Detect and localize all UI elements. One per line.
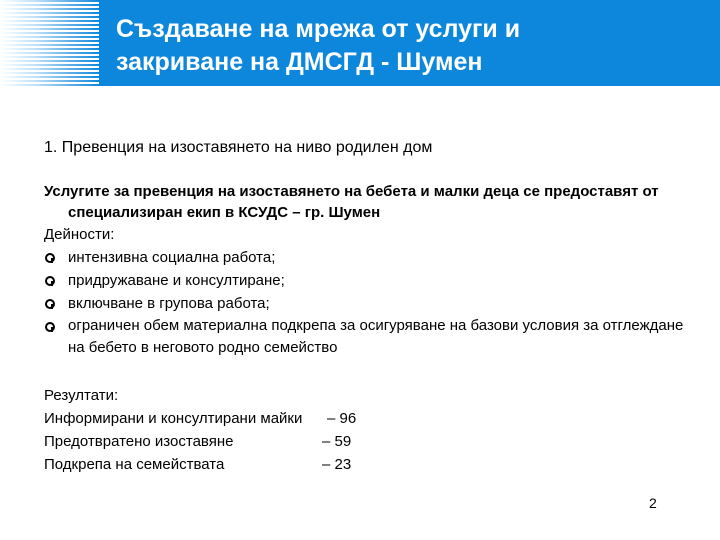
- bullet-q-icon: [44, 298, 55, 309]
- result-label: Предотвратено изоставяне: [44, 433, 234, 450]
- list-item: [44, 315, 684, 359]
- list-item-text: ограничен обем материална подкрепа за осигуряване на базови условия за отглеждане на бебето в неговото родно семейство: [68, 317, 684, 356]
- result-value: – 96: [327, 410, 357, 427]
- list-item: [44, 292, 684, 315]
- slide-title-line-1: Създаване на мрежа от услуги и: [116, 15, 521, 43]
- slide-title-line-2: закриване на ДМСГД - Шумен: [116, 48, 483, 76]
- list-item-text: придружаване и консултиране;: [68, 272, 285, 289]
- result-label: Информирани и консултирани майки: [44, 410, 303, 427]
- page-number: 2: [649, 495, 657, 511]
- list-item-text: интензивна социална работа;: [68, 249, 276, 266]
- list-item-text: включване в групова работа;: [68, 295, 270, 312]
- result-label: Подкрепа на семействата: [44, 456, 225, 473]
- results-label: Резултати:: [44, 387, 119, 404]
- slide-title: [116, 13, 706, 79]
- list-item: [44, 246, 684, 269]
- section-heading: 1. Превенция на изоставянето на ниво родилен дом: [44, 139, 433, 156]
- activities-list: [44, 246, 684, 359]
- bullet-q-icon: [44, 275, 55, 286]
- intro-paragraph: Услугите за превенция на изоставянето на бебета и малки деца се предоставят от специализиран екип в КСУДС – гр. Шумен: [44, 183, 659, 221]
- header-banner: [0, 0, 720, 86]
- activities-label: Дейности:: [44, 226, 115, 243]
- result-value: – 23: [322, 456, 352, 473]
- banner-stripe-decoration: [0, 0, 99, 86]
- list-item: [44, 269, 684, 292]
- bullet-q-icon: [44, 252, 55, 263]
- bullet-q-icon: [44, 321, 55, 332]
- content-body: [44, 181, 684, 359]
- result-value: – 59: [322, 433, 352, 450]
